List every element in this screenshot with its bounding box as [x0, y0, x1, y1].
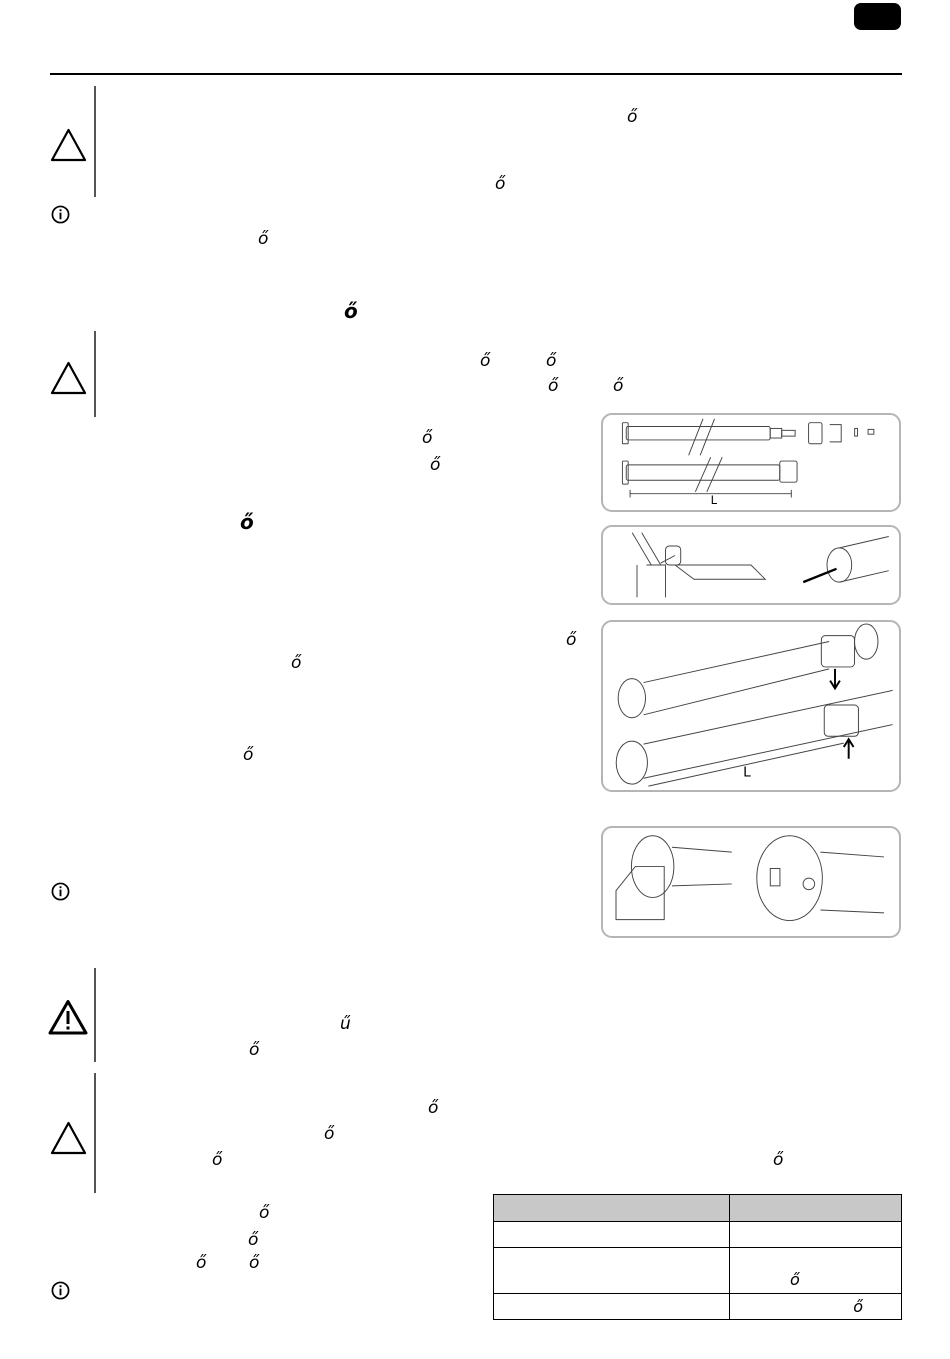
glyph-o: ő: [548, 376, 559, 396]
warning-bar: [94, 86, 96, 197]
figure-cut-tube: [601, 525, 901, 605]
table-row: [494, 1222, 902, 1248]
figure-brackets: [601, 826, 901, 938]
spec-table: [493, 1194, 902, 1320]
glyph-o: ő: [249, 1253, 260, 1273]
danger-triangle-icon: [48, 999, 88, 1036]
warning-bar: [94, 968, 96, 1062]
table-cell: [730, 1222, 902, 1248]
table-header-cell: [730, 1195, 902, 1222]
glyph-o: ő: [773, 1150, 784, 1170]
table-header-cell: [494, 1195, 730, 1222]
warning-bar: [94, 1073, 96, 1193]
glyph-o: ő: [422, 428, 433, 448]
table-cell: [494, 1294, 730, 1320]
glyph-o: ő: [627, 107, 638, 127]
table-cell: [494, 1222, 730, 1248]
heading-glyph-o: ő: [344, 299, 358, 323]
glyph-o: ő: [243, 745, 254, 765]
glyph-o: ő: [495, 174, 506, 194]
glyph-o: ő: [480, 351, 491, 371]
table-cell: [494, 1248, 730, 1294]
glyph-o: ő: [324, 1124, 335, 1144]
table-row: [494, 1248, 902, 1294]
brackets-drawing: [603, 828, 899, 936]
table-cell: ő: [730, 1294, 902, 1320]
info-icon: [51, 1281, 70, 1300]
glyph-o: ő: [196, 1253, 207, 1273]
table-cell: ő: [730, 1248, 902, 1294]
table-row: [494, 1294, 902, 1320]
glyph-o: ő: [259, 1203, 270, 1223]
glyph-o: ő: [613, 376, 624, 396]
table-header-row: [494, 1195, 902, 1222]
cut-tube-drawing: [603, 527, 899, 603]
tube-components-drawing: [603, 415, 899, 510]
glyph-o: ő: [258, 229, 269, 249]
figure-motor-insert: [601, 620, 901, 792]
glyph-o: ő: [428, 1098, 439, 1118]
glyph-o: ő: [430, 455, 441, 475]
figure-tube-components: [601, 413, 901, 512]
warning-triangle-icon: [50, 128, 87, 162]
info-icon: [51, 882, 70, 901]
info-icon: [51, 205, 70, 224]
mount-length-label: L: [743, 764, 751, 781]
glyph-o: ő: [291, 653, 302, 673]
warning-bar: [94, 331, 96, 417]
glyph-o: ő: [248, 1230, 259, 1250]
glyph-o: ő: [212, 1150, 223, 1170]
heading-glyph-o: ő: [240, 510, 254, 534]
glyph-u: ű: [340, 1014, 351, 1034]
header-rule: [50, 73, 902, 75]
glyph-o: ő: [249, 1040, 260, 1060]
warning-triangle-icon: [50, 1121, 87, 1155]
warning-triangle-icon: [50, 361, 87, 395]
glyph-o: ő: [546, 351, 557, 371]
motor-insert-drawing: [603, 622, 899, 790]
tube-length-label: L: [710, 493, 718, 508]
glyph-o: ő: [566, 630, 577, 650]
language-badge: [854, 3, 901, 30]
